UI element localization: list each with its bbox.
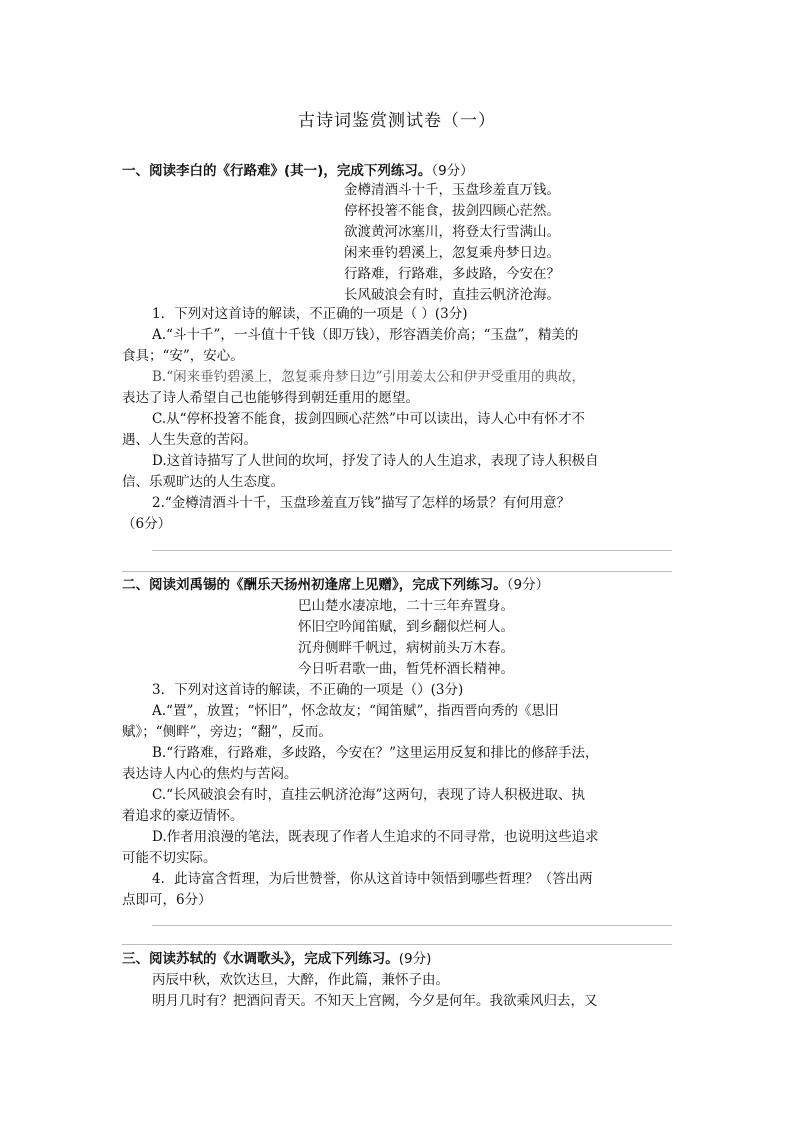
page-title: 古诗词鉴赏测试卷（一） (298, 111, 496, 131)
poem-1-line-4: 闲来垂钓碧溪上，忽复乘舟梦日边。 (344, 245, 560, 261)
section-2-score: （9分） (506, 577, 550, 593)
section-3-heading (122, 949, 431, 969)
poem-1-line-5: 行路难，行路难，多歧路，今安在？ (344, 266, 560, 282)
q3-option-d: D.作者用浪漫的笔法，既表现了作者人生追求的不同寻常，也说明这些追求 (152, 829, 599, 845)
section-3-heading-text: 三、阅读苏轼的《水调歌头》，完成下列练习。 (122, 951, 399, 967)
poem-1-line-2: 停杯投箸不能食，拔剑四顾心茫然。 (344, 203, 560, 219)
q1-option-a: A.“斗十千”，一斗值十千钱（即万钱），形容酒美价高；“玉盘”，精美的 (152, 327, 579, 343)
q1-option-d: D.这首诗描写了人世间的坎坷，抒发了诗人的人生追求，表现了诗人积极自 (152, 453, 599, 469)
question-4: 4．此诗富含哲理，为后世赞誉，你从这首诗中领悟到哪些哲理？（答出两 (152, 871, 593, 887)
answer-line-q4 (152, 925, 672, 926)
poem-3-preface: 丙辰中秋，欢饮达旦，大醉，作此篇，兼怀子由。 (152, 972, 449, 988)
question-3: 3．下列对这首诗的解读，不正确的一项是（）(3分) (152, 682, 464, 698)
section-divider-1 (122, 571, 672, 572)
q1-option-b-cont: 表达了诗人希望自己也能够得到朝廷重用的愿望。 (122, 390, 419, 406)
question-4-cont: 点即可，6分） (122, 892, 212, 908)
q3-option-a: A.“置”，放置；“怀旧”，怀念故友；“闻笛赋”，指西晋向秀的《思旧 (152, 703, 559, 719)
answer-line-q2 (152, 550, 672, 551)
poem-2-line-2: 怀旧空吟闻笛赋，到乡翻似烂柯人。 (298, 619, 514, 635)
q1-option-d-cont: 信、乐观旷达的人生态度。 (122, 474, 284, 490)
section-2-heading (122, 575, 549, 595)
section-1-heading-text: 一、阅读李白的《行路难》(其一)，完成下列练习。 (122, 163, 432, 179)
q1-option-a-cont: 食具；“安”，安心。 (122, 348, 244, 364)
q3-option-a-cont: 赋》；“侧畔”，旁边；“翻”，反而。 (122, 724, 332, 740)
poem-1-line-3: 欲渡黄河冰塞川，将登太行雪满山。 (344, 224, 560, 240)
q1-option-c: C.从“停杯投箸不能食，拔剑四顾心茫然”中可以读出，诗人心中有怀才不 (152, 411, 585, 427)
poem-1-line-6: 长风破浪会有时，直挂云帆济沧海。 (344, 287, 560, 303)
question-2: 2.“金樽清酒斗十千，玉盘珍羞直万钱”描写了怎样的场景？有何用意？ (152, 495, 571, 511)
q3-option-c-cont: 着追求的豪迈情怀。 (122, 808, 244, 824)
q3-option-b: B.“行路难，行路难，多歧路，今安在？”这里运用反复和排比的修辞手法， (152, 745, 599, 761)
q1-option-b: B.“闲来垂钓碧溪上，忽复乘舟梦日边”引用姜太公和伊尹受重用的典故， (152, 369, 586, 385)
poem-2-line-1: 巴山楚水凄凉地，二十三年弃置身。 (298, 598, 514, 614)
section-1-heading (122, 161, 474, 181)
poem-2-line-3: 沉舟侧畔千帆过，病树前头万木春。 (298, 640, 514, 656)
question-1: 1．下列对这首诗的解读，不正确的一项是（ ）(3分) (152, 306, 468, 322)
section-divider-2 (122, 944, 672, 945)
q1-option-c-cont: 遇、人生失意的苦闷。 (122, 432, 257, 448)
question-2-cont: （6分） (122, 516, 172, 532)
q3-option-c: C.“长风破浪会有时，直挂云帆济沧海”这两句，表现了诗人积极进取、执 (152, 787, 585, 803)
q3-option-d-cont: 可能不切实际。 (122, 850, 217, 866)
section-3-score: (9分) (398, 951, 432, 967)
section-1-score: （9分） (431, 163, 474, 179)
poem-1-line-1: 金樽清酒斗十千，玉盘珍羞直万钱。 (344, 182, 560, 198)
q3-option-b-cont: 表达诗人内心的焦灼与苦闷。 (122, 766, 298, 782)
section-2-heading-text: 二、阅读刘禹锡的《酬乐天扬州初逢席上见赠》，完成下列练习。 (122, 577, 507, 593)
poem-3-text-line-1: 明月几时有？把酒问青天。不知天上宫阙，今夕是何年。我欲乘风归去，又 (152, 993, 598, 1009)
poem-2-line-4: 今日听君歌一曲，暂凭杯酒长精神。 (298, 661, 514, 677)
